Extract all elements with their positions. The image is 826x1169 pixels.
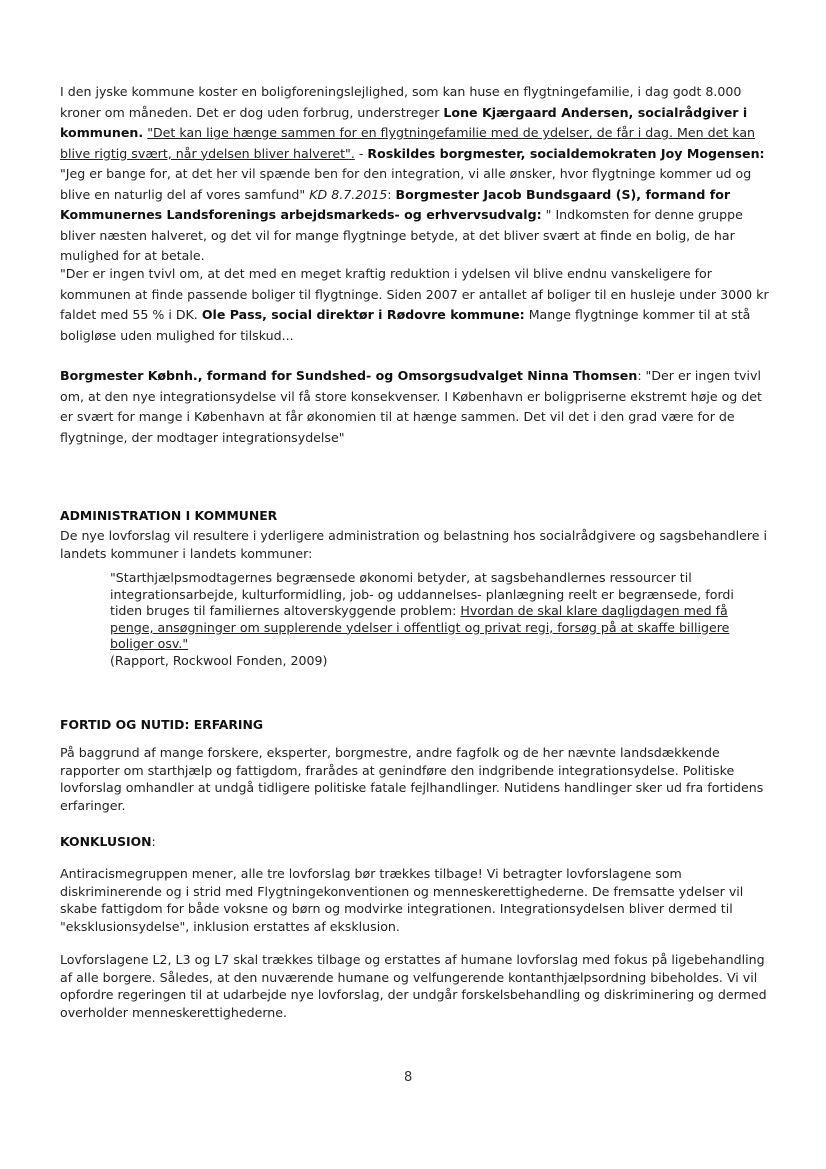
section-heading-administration: ADMINISTRATION I KOMMUNER: [60, 508, 278, 523]
copenhagen-quote-source: Borgmester Købnh., formand for Sundshed- og Omsorgsudvalget Ninna Thomsen: [60, 368, 638, 383]
fortid-body: [60, 744, 772, 814]
rockwool-quote-block: [110, 570, 760, 669]
section-heading-fortid: FORTID OG NUTID: ERFARING: [60, 717, 264, 732]
konklusion-heading-text: KONKLUSION: [60, 834, 152, 849]
administration-text: De nye lovforslag vil resultere i yderligere administration og belastning hos socialrådgivere og sagsbehandlere i landets kommuner i landets kommuner:: [60, 528, 767, 561]
section-heading-konklusion: [60, 834, 156, 849]
housing-paragraph: [60, 264, 772, 346]
rockwool-quote-underlined: Hvordan de skal klare dagligdagen med få penge, ansøgninger om supplerende ydelser i offentligt og privat regi, forsøg på at skaffe billigere boliger osv.": [110, 603, 730, 651]
page-number: 8: [404, 1070, 413, 1085]
intro-bundsgaard-quote: " Indkomsten for denne gruppe bliver næsten halveret, og det vil for mange flygtninge betyde, at det bliver svært at finde en bolig, de har mulighed for at betale.: [60, 207, 743, 263]
intro-text: I den jyske kommune koster en boligforeningslejlighed, som kan huse en flygtningefamilie, i dag godt 8.000 kroner om måneden. Det er dog uden forbrug, understreger: [60, 84, 742, 120]
konklusion-paragraph-2: [60, 951, 772, 1021]
rockwool-quote-source: (Rapport, Rockwool Fonden, 2009): [110, 652, 328, 668]
intro-mogensen-quote: "Jeg er bange for, at det her vil spænde ben for den integration, vi alle ønsker, hvor flygtninge kommer ud og blive en naturlig del af vores samfund": [60, 166, 752, 202]
housing-quote-source-pass: Ole Pass, social direktør i Rødovre kommune:: [201, 307, 525, 322]
intro-quote-source-bundsgaard: Borgmester Jacob Bundsgaard (S), formand for Kommunernes Landsforenings arbejdsmarkeds- og erhvervsudvalg:: [60, 186, 731, 222]
fortid-text: På baggrund af mange forskere, eksperter, borgmestre, andre fagfolk og de her nævnte landsdækkende rapporter om starthjælp og fattigdom, frarådes at genindføre den indgribende integrationsydelse. Politiske lovforslag omhandler at undgå tidligere politiske fatale fejlhandlinger. Nutidens handlinger sker ud fra fortidens erfaringer.: [60, 745, 764, 813]
housing-text: "Der er ingen tvivl om, at det med en meget kraftig reduktion i ydelsen vil blive endnu vanskeligere for kommunen at finde passende boliger til flygtninge. Siden 2007 er antallet af boliger til en husleje under 3000 kr faldet med 55 % i DK.: [60, 266, 769, 322]
konklusion-heading-colon: :: [151, 834, 156, 849]
konklusion-text-2: Lovforslagene L2, L3 og L7 skal trækkes tilbage og erstattes af humane lovforslag med fokus på ligebehandling af alle borgere. Således, at den nuværende humane og velfungerende kontanthjælpsordning bibeholdes. Vi vil opfordre regeringen til at udarbejde nye lovforslag, der undgår forskelsbehandling og diskriminering og dermed overholder menneskerettighederne.: [60, 952, 767, 1020]
intro-citation-date: KD 8.7.2015: [309, 186, 388, 202]
konklusion-text-1: Antiracismegruppen mener, alle tre lovforslag bør trækkes tilbage! Vi betragter lovforslagene som diskriminerende og i strid med Flygtningekonventionen og menneskerettighederne. De fremsatte ydelser vil skabe fattigdom for både voksne og børn og modvirke integrationen. Integrationsydelsen bliver dermed til "eksklusionsydelse", inklusion erstattes af eksklusion.: [60, 866, 744, 934]
copenhagen-quote: : "Der er ingen tvivl om, at den nye integrationsydelse vil få store konsekvenser. I København er boligpriserne ekstremt høje og det er svært for mange i København at får økonomien til at hænge sammen. Det vil det i den grad være for de flygtninge, der modtager integrationsydelse": [60, 368, 762, 445]
intro-paragraph: [60, 82, 772, 267]
copenhagen-paragraph: [60, 366, 772, 448]
colon-separator: :: [387, 186, 396, 202]
konklusion-paragraph-1: [60, 865, 772, 935]
dash-separator: -: [354, 145, 368, 161]
intro-quote-source-andersen: Lone Kjærgaard Andersen, socialrådgiver i kommunen.: [60, 104, 748, 140]
rockwool-quote-text: "Starthjælpsmodtagernes begrænsede økonomi betyder, at sagsbehandlernes ressourcer til integrationsarbejde, kulturformidling, job- og uddannelses- planlægning reelt er begrænsede, fordi tiden bruges til familiernes altoverskyggende problem:: [110, 570, 734, 618]
intro-underlined-quote: "Det kan lige hænge sammen for en flygtningefamilie med de ydelser, de får i dag. Men det kan blive rigtig svært, når ydelsen bliver halveret".: [60, 125, 756, 161]
administration-body: [60, 527, 772, 562]
intro-quote-source-mogensen: Roskildes borgmester, socialdemokraten Joy Mogensen:: [367, 145, 765, 161]
housing-pass-quote: Mange flygtninge kommer til at stå boligløse uden mulighed for tilskud...: [60, 307, 751, 343]
